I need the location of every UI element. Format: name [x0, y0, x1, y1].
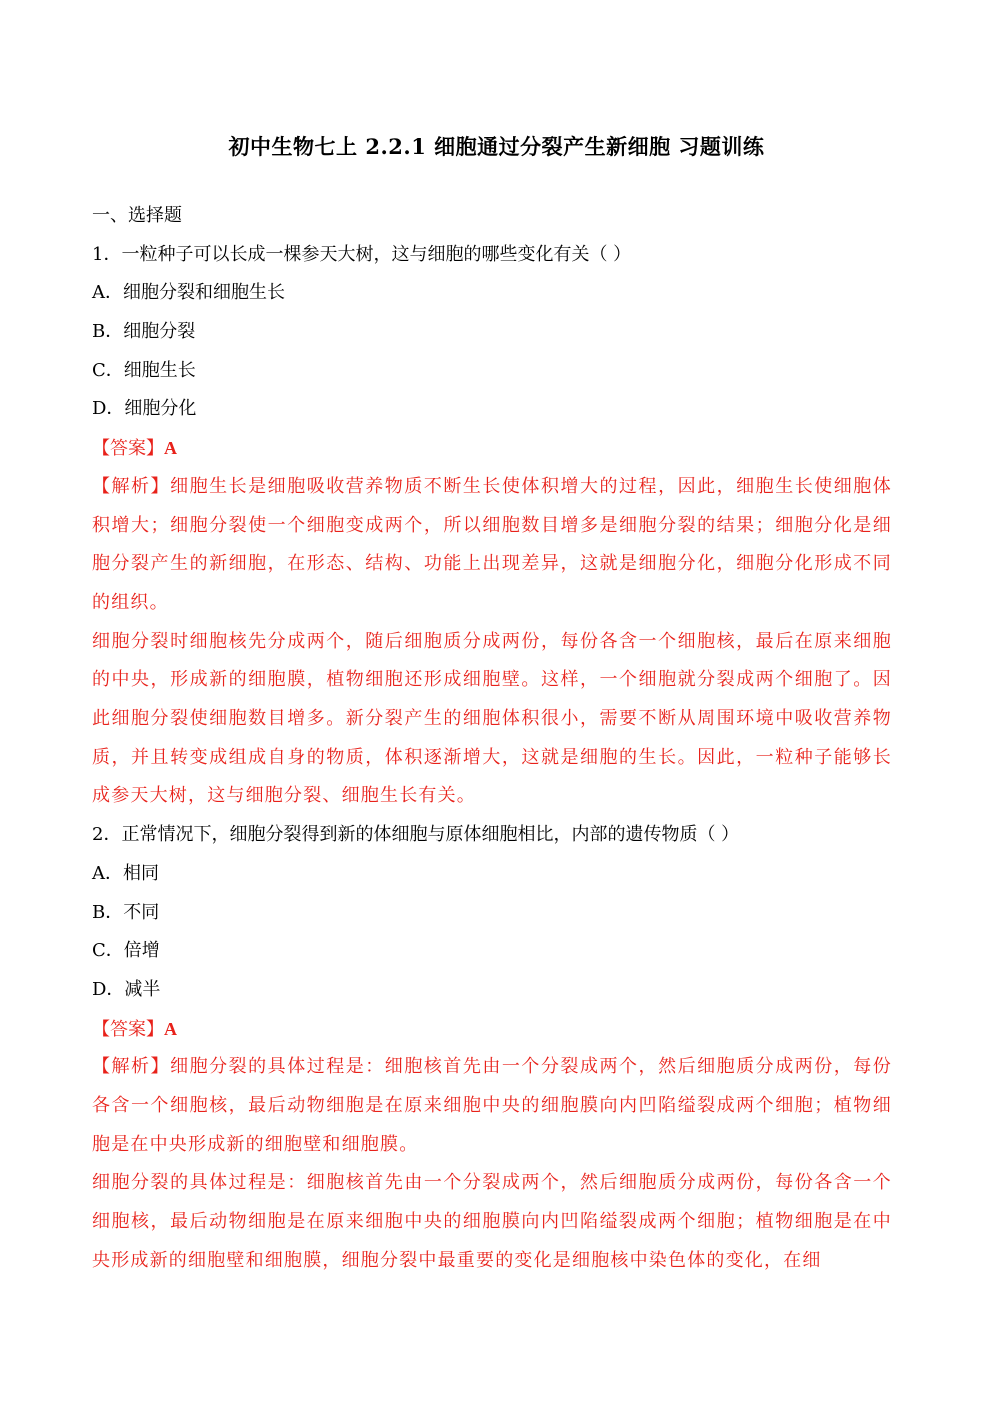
answer-line [92, 1010, 892, 1049]
option-b: B．细胞分裂 [92, 321, 196, 343]
option-d: D．细胞分化 [92, 398, 197, 420]
document-body [92, 197, 892, 1280]
analysis-text: 【解析】细胞生长是细胞吸收营养物质不断生长使体积增大的过程，因此，细胞生长使细胞体积增大；细胞分裂使一个细胞变成两个，所以细胞数目增多是细胞分裂的结果；细胞分化是细胞分裂产生的新细胞，在形态、结构、功能上出现差异，这就是细胞分化，细胞分化形成不同的组织。 [92, 475, 892, 613]
question-2 [92, 816, 892, 1280]
question-stem: 1．一粒种子可以长成一棵参天大树，这与细胞的哪些变化有关（ ） [92, 243, 632, 265]
option-b: B．不同 [92, 901, 160, 923]
option-a: A．相同 [92, 862, 159, 884]
question-1 [92, 236, 892, 816]
explanation-text: 细胞分裂时细胞核先分成两个，随后细胞质分成两份，每份各含一个细胞核，最后在原来细胞的中央，形成新的细胞膜，植物细胞还形成细胞壁。这样，一个细胞就分裂成两个细胞了。因此细胞分裂使细胞数目增多。新分裂产生的细胞体积很小，需要不断从周围环境中吸收营养物质，并且转变成组成自身的物质，体积逐渐增大，这就是细胞的生长。因此，一粒种子能够长成参天大树，这与细胞分裂、细胞生长有关。 [92, 630, 892, 807]
option-a: A．细胞分裂和细胞生长 [92, 282, 285, 304]
option-c: C．细胞生长 [92, 359, 196, 381]
option-c: C．倍增 [92, 940, 160, 962]
option-d: D．减半 [92, 978, 161, 1000]
page-title: 初中生物七上 2.2.1 细胞通过分裂产生新细胞 习题训练 [228, 134, 765, 159]
answer-tag: 【答案】 [92, 1018, 164, 1040]
section-heading: 一、选择题 [92, 205, 182, 226]
answer-value: A [164, 438, 177, 459]
explanation-text: 细胞分裂的具体过程是：细胞核首先由一个分裂成两个，然后细胞质分成两份，每份各含一个细胞核，最后动物细胞是在原来细胞中央的细胞膜向内凹陷缢裂成两个细胞；植物细胞是在中央形成新的细胞壁和细胞膜，细胞分裂中最重要的变化是细胞核中染色体的变化，在细 [92, 1172, 892, 1271]
answer-line [92, 429, 892, 468]
analysis-text: 【解析】细胞分裂的具体过程是：细胞核首先由一个分裂成两个，然后细胞质分成两份，每份各含一个细胞核，最后动物细胞是在原来细胞中央的细胞膜向内凹陷缢裂成两个细胞；植物细胞是在中央形成新的细胞壁和细胞膜。 [92, 1056, 892, 1155]
answer-tag: 【答案】 [92, 438, 164, 460]
question-stem: 2．正常情况下，细胞分裂得到新的体细胞与原体细胞相比，内部的遗传物质（ ） [92, 824, 740, 846]
answer-value: A [164, 1018, 177, 1039]
